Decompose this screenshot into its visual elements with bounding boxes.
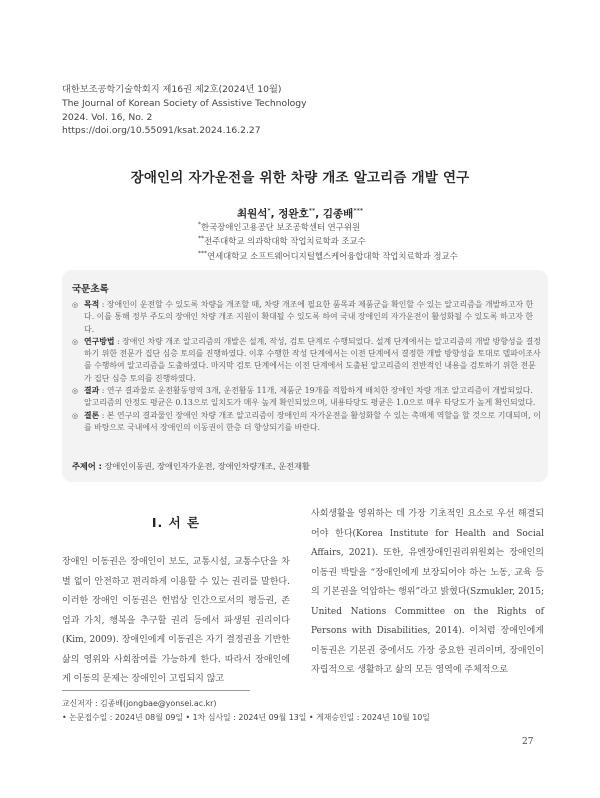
abstract-text: : 연구 결과물로 운전활동영역 3개, 운전활동 11개, 제품군 19개를 적합하게 배치한 장애인 차량 개조 알고리즘이 개발되었다. 알고리즘의 안정도 평균은 0.13으로 일치도가 매우 높게 확인되었으며, 내용타당도 평균은 1.0으로 매우 타당도가 높게 확인되었다. bbox=[84, 386, 536, 408]
abstract-box bbox=[62, 270, 548, 482]
abstract-text: : 장애인이 운전할 수 있도록 차량을 개조할 때, 차량 개조에 필요한 품목과 제품군을 확인할 수 있는 알고리즘을 개발하고자 한다. 이를 통해 정부 주도의 장애인 차량 개조 지원이 확대될 수 있도록 하여 국내 장애인의 자가운전이 활성화될 수 있도록 하고자 한다. bbox=[84, 300, 534, 334]
abstract-text: : 본 연구의 결과물인 장애인 차량 개조 알고리즘이 장애인의 자가운전을 활성화할 수 있는 촉매제 역할을 할 것으로 기대되며, 이를 바탕으로 국내에서 장애인의 이동권이 한층 더 향상되기를 바란다. bbox=[84, 410, 541, 432]
affiliation-text: 연세대학교 소프트웨어디지털헬스케어융합대학 작업치료학과 정교수 bbox=[207, 250, 458, 261]
bullet-icon: ◎ bbox=[72, 411, 79, 420]
abstract-item-conclusion bbox=[72, 410, 542, 435]
abstract-heading: 국문초록 bbox=[72, 284, 109, 295]
paper-title: 장애인의 자가운전을 위한 차량 개조 알고리즘 개발 연구 bbox=[130, 170, 470, 186]
author-name: 최원석 bbox=[236, 208, 268, 220]
abstract-list bbox=[72, 299, 542, 434]
section-heading: I. 서 론 bbox=[151, 515, 201, 530]
abstract-label: 결론 bbox=[84, 410, 100, 420]
author-name: 김종배 bbox=[322, 208, 354, 220]
journal-name-korean: 대한보조공학기술학회지 제16권 제2호(2024년 10월) bbox=[62, 84, 282, 95]
affiliation-mark: * bbox=[198, 221, 201, 228]
journal-name-english: The Journal of Korean Society of Assistive Technology bbox=[62, 97, 307, 109]
abstract-item-result bbox=[72, 385, 542, 410]
bullet-icon: ◎ bbox=[72, 337, 79, 346]
abstract-label: 연구방법 bbox=[84, 336, 115, 346]
affiliation-line bbox=[198, 248, 458, 262]
journal-doi[interactable]: https://doi.org/10.55091/ksat.2024.16.2.27 bbox=[62, 125, 261, 137]
abstract-item-purpose bbox=[72, 299, 542, 336]
author-list: 최원석*, 정완호**, 김종배*** bbox=[236, 206, 364, 220]
footnote-divider bbox=[62, 690, 250, 691]
bullet-icon: ◎ bbox=[72, 387, 79, 396]
journal-info bbox=[62, 83, 307, 138]
author-mark: *** bbox=[353, 206, 364, 215]
body-column-right: 사회생활을 영위하는 데 가장 기초적인 요소로 우선 해결되어야 한다(Korea Institute for Health and Social Affairs, 2021). 또한, 유엔장애인권리위원회는 장애인의 이동권 박탈을 “장애인에게 보장되어야 하는 노동, 교육 등의 기본권을 억압하는 행위”라고 밝혔다(Szmukler, 2015; United Nations Committee on the Rights of Persons with Disabilities, 2014). 이처럼 장애인에게 이동권은 기본권 중에서도 가장 중요한 권리이며, 장애인이 자립적으로 생활하고 삶의 모든 영역에 주체적으로 bbox=[311, 509, 544, 675]
affiliation-mark: ** bbox=[198, 235, 204, 243]
affiliation-mark: *** bbox=[198, 249, 207, 257]
abstract-text: : 장애인 차량 개조 알고리즘의 개발은 설계, 작성, 검토 단계로 수행되었다. 설계 단계에서는 알고리즘의 개발 방향성을 결정하기 위한 전문가 집단 심층 토의를 진행하였다. 이후 수행한 작성 단계에서는 이전 단계에서 결정한 개발 방향성을 토대로 델파이조사를 수행하여 알고리즘을 도출하였다. 마지막 검토 단계에서는 이전 단계에서 도출된 알고리즘의 전반적인 내용을 검토하기 위한 전문가 집단 심층 토의를 진행하였다. bbox=[84, 336, 541, 383]
abstract-item-method bbox=[72, 336, 542, 385]
author-mark: * bbox=[267, 206, 271, 215]
affiliation-text: 전주대학교 의과학대학 작업치료학과 조교수 bbox=[204, 236, 366, 247]
affiliation-line bbox=[198, 233, 458, 247]
footnote bbox=[62, 697, 430, 724]
affiliation-text: 한국장애인고용공단 보조공학센터 연구위원 bbox=[201, 221, 361, 232]
abstract-label: 결과 bbox=[84, 386, 100, 396]
bullet-icon: ◎ bbox=[72, 301, 79, 309]
abstract-label: 목적 bbox=[84, 300, 100, 309]
keywords-label: 주제어 : bbox=[72, 461, 102, 471]
body-column-left: 장애인 이동권은 장애인이 보도, 교통시설, 교통수단을 차별 없이 안전하고 편리하게 이용할 수 있는 권리를 말한다. 이러한 장애인 이동권은 헌법상 인간으로서의 평등권, 존엄과 가치, 행복을 추구할 권리 등에서 파생된 권리이다(Kim, 2009). 장애인에게 이동권은 자기 결정권을 기반한 삶의 영위와 사회참여를 가능하게 한다. 따라서 장애인에게 이동의 문제는 장애인이 고립되지 않고 bbox=[62, 557, 290, 684]
keywords-text: 장애인이동권, 장애인자가운전, 장애인차량개조, 운전재활 bbox=[101, 461, 310, 471]
page-number: 27 bbox=[522, 737, 534, 747]
journal-volume: 2024. Vol. 16, No. 2 bbox=[62, 111, 153, 123]
corresponding-author: 교신저자 : 김종배(jongbae@yonsei.ac.kr) bbox=[62, 699, 217, 708]
submission-dates: • 논문접수일 : 2024년 08월 09일 • 1차 심사일 : 2024년 09월 13일 • 게재승인일 : 2024년 10월 10일 bbox=[62, 712, 430, 722]
keywords bbox=[72, 461, 310, 472]
author-name: 정완호 bbox=[278, 208, 309, 220]
author-mark: ** bbox=[308, 206, 316, 215]
affiliation-line bbox=[198, 219, 458, 233]
affiliations bbox=[198, 219, 458, 262]
